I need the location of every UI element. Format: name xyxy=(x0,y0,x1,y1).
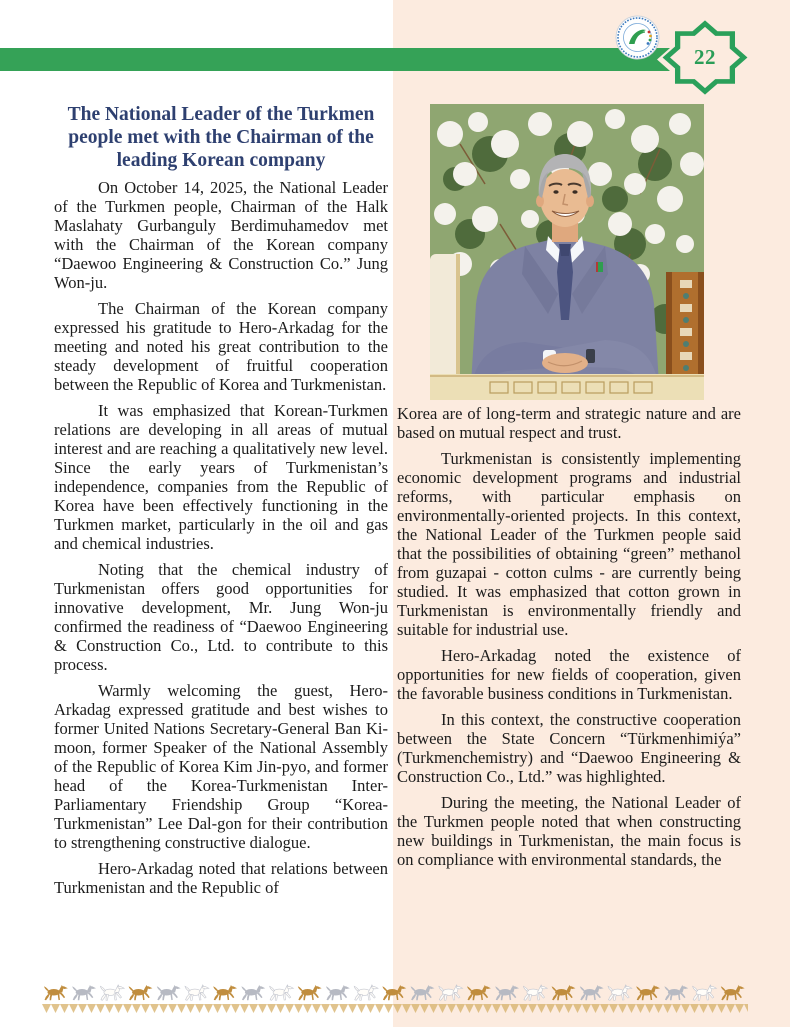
zigzag-border xyxy=(42,1004,748,1015)
running-horse-icon xyxy=(241,985,265,1000)
running-horse-icon xyxy=(354,985,378,1000)
running-horse-icon xyxy=(664,985,688,1000)
running-horse-icon xyxy=(326,985,350,1000)
right-column xyxy=(397,404,741,876)
article-paragraph: Warmly welcoming the guest, Hero-Arkadag expressed gratitude and best wishes to former United Nations Secretary-General Ban Ki-moon, former Speaker of the National Assembly of the Republic of Korea Kim Jin-pyo, and former head of the Korea-Turkmenistan Inter-Parliamentary Friendship Group “Korea-Turkmenistan” Lee Dal-gon for their contribution to strengthening constructive dialogue. xyxy=(54,681,388,852)
running-horse-icon xyxy=(552,985,576,1000)
running-horse-frieze xyxy=(42,984,748,1004)
running-horse-icon xyxy=(213,985,237,1000)
article-paragraph: In this context, the constructive cooperation between the State Concern “Türkmenhimiýa” (Turkmenchemistry) and “Daewoo Engineering & Construction Co., Ltd.” was highlighted. xyxy=(397,710,741,786)
leader-photo xyxy=(430,104,704,400)
article-title: The National Leader of the Turkmen people met with the Chairman of the leading Korean company xyxy=(67,104,375,171)
article-paragraph: Noting that the chemical industry of Turkmenistan offers good opportunities for innovative development, Mr. Jung Won-ju confirmed the readiness of “Daewoo Engineering & Construction Co., Ltd. to contribute to this process. xyxy=(54,560,388,674)
running-horse-icon xyxy=(298,985,322,1000)
running-horse-icon xyxy=(608,985,632,1000)
article-paragraph: On October 14, 2025, the National Leader of the Turkmen people, Chairman of the Halk Maslahaty Gurbanguly Berdimuhamedov met with the Chairman of the Korean company “Daewoo Engineering & Construction Co.” Jung Won-ju. xyxy=(54,178,388,292)
running-horse-icon xyxy=(580,985,604,1000)
running-horse-icon xyxy=(467,985,491,1000)
left-column xyxy=(54,178,388,904)
running-horse-icon xyxy=(382,985,406,1000)
running-horse-icon xyxy=(185,985,209,1000)
article-paragraph: It was emphasized that Korean-Turkmen relations are developing in all areas of mutual interest and are reaching a qualitatively new level. Since the early years of Turkmenistan’s independence, companies from the Republic of Korea have been effectively functioning in the Turkmen market, particularly in the oil and gas and chemical industries. xyxy=(54,401,388,553)
running-horse-icon xyxy=(495,985,519,1000)
article-paragraph: Hero-Arkadag noted that relations between Turkmenistan and the Republic of xyxy=(54,859,388,897)
page-number: 22 xyxy=(694,45,716,69)
running-horse-icon xyxy=(157,985,181,1000)
article-paragraph: Korea are of long-term and strategic nature and are based on mutual respect and trust. xyxy=(397,404,741,442)
running-horse-icon xyxy=(411,985,435,1000)
running-horse-icon xyxy=(100,985,124,1000)
running-horse-icon xyxy=(636,985,660,1000)
article-paragraph: The Chairman of the Korean company expressed his gratitude to Hero-Arkadag for the meeting and noted his great contribution to the steady development of fruitful cooperation between the Republic of Korea and Turkmenistan. xyxy=(54,299,388,394)
magazine-emblem-icon xyxy=(615,15,660,60)
article-paragraph: Hero-Arkadag noted the existence of opportunities for new fields of cooperation, given the favorable business conditions in Turkmenistan. xyxy=(397,646,741,703)
running-horse-icon xyxy=(270,985,294,1000)
header-rule-bar xyxy=(0,48,670,71)
article-paragraph: During the meeting, the National Leader of the Turkmen people noted that when constructing new buildings in Turkmenistan, the main focus is on compliance with environmental standards, the xyxy=(397,793,741,869)
running-horse-icon xyxy=(44,985,68,1000)
running-horse-icon xyxy=(129,985,153,1000)
running-horse-icon xyxy=(439,985,463,1000)
running-horse-icon xyxy=(72,985,96,1000)
running-horse-icon xyxy=(721,985,745,1000)
running-horse-icon xyxy=(693,985,717,1000)
running-horse-icon xyxy=(523,985,547,1000)
article-paragraph: Turkmenistan is consistently implementing economic development programs and industrial reforms, with particular emphasis on environmentally-oriented projects. In this context, the National Leader of the Turkmen people said that the possibilities of obtaining “green” methanol from guzapai - cotton culms - are currently being studied. It was emphasized that cotton grown in Turkmenistan is environmentally friendly and suitable for industrial use. xyxy=(397,449,741,639)
